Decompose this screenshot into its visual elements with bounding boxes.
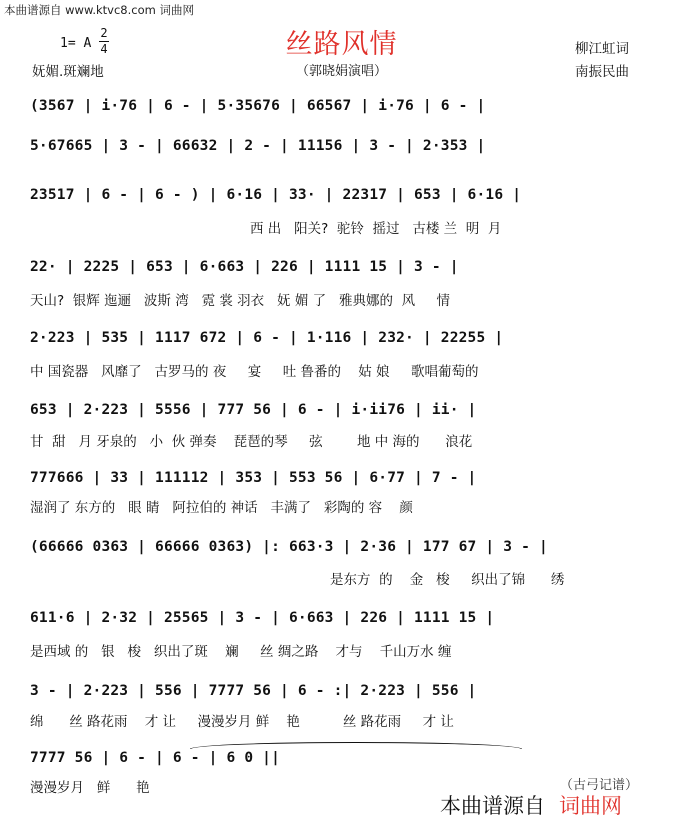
score-notes-line-7: 777666 | 33 | 111112 | 353 | 553 56 | 6·77 | 7 - | xyxy=(30,470,477,486)
lyrics-line-8: 是东方 的 金 梭 织出了锦 绣 xyxy=(330,572,565,588)
site-watermark-line: 本曲谱源自 www.ktvc8.com 词曲网 xyxy=(4,3,194,17)
score-notes-line-10: 3 - | 2·223 | 556 | 7777 56 | 6 - :| 2·223 | 556 | xyxy=(30,683,477,699)
lyrics-line-3: 西 出 阳关? 驼铃 摇过 古楼 兰 明 月 xyxy=(250,221,502,237)
lyrics-line-11: 漫漫岁月 鲜 艳 xyxy=(30,780,150,796)
lyrics-line-7: 湿润了 东方的 眼 睛 阿拉伯的 神话 丰满了 彩陶的 容 颜 xyxy=(30,500,413,516)
composer-credit: 南振民曲 xyxy=(575,64,629,80)
score-notes-line-3: 23517 | 6 - | 6 - ) | 6·16 | 33· | 22317 | 653 | 6·16 | xyxy=(30,187,522,203)
footer-watermark xyxy=(440,790,622,820)
score-notes-line-6: 653 | 2·223 | 5556 | 777 56 | 6 - | i·ii76 | ii· | xyxy=(30,402,477,418)
lyrics-line-5: 中 国瓷器 风靡了 古罗马的 夜 宴 吐 鲁番的 姑 娘 歌唱葡萄的 xyxy=(30,364,479,380)
transcriber-credit: （古弓记谱） xyxy=(560,778,639,793)
footer-site-text: 词曲网 xyxy=(559,794,622,818)
meter-bottom: 4 xyxy=(100,42,108,56)
tie-arc xyxy=(190,742,522,749)
song-title: 丝路风情 xyxy=(285,29,398,60)
singer-credit: （郭晓娟演唱） xyxy=(295,64,387,79)
lyrics-line-9: 是西域 的 银 梭 织出了斑 斓 丝 绸之路 才与 千山万水 缠 xyxy=(30,644,452,660)
meter-top: 2 xyxy=(100,26,108,40)
key-signature: 1= A xyxy=(60,36,92,51)
expression-marking: 妩媚.斑斓地 xyxy=(32,64,104,80)
score-notes-line-5: 2·223 | 535 | 1117 672 | 6 - | 1·116 | 232· | 22255 | xyxy=(30,330,504,346)
lyrics-line-10: 绵 丝 路花雨 才 让 漫漫岁月 鲜 艳 丝 路花雨 才 让 xyxy=(30,714,454,730)
score-notes-line-11: 7777 56 | 6 - | 6 - | 6 0 || xyxy=(30,750,281,766)
footer-source-text: 本曲谱源自 xyxy=(440,794,545,818)
score-notes-line-1: (3567 | i·76 | 6 - | 5·35676 | 66567 | i·76 | 6 - | xyxy=(30,98,486,114)
lyricist-credit: 柳江虹词 xyxy=(575,41,629,57)
lyrics-line-6: 甘 甜 月 牙泉的 小 伙 弹奏 琵琶的琴 弦 地 中 海的 浪花 xyxy=(30,434,473,450)
score-notes-line-4: 22· | 2225 | 653 | 6·663 | 226 | 1111 15 | 3 - | xyxy=(30,259,459,275)
score-notes-line-9: 611·6 | 2·32 | 25565 | 3 - | 6·663 | 226 | 1111 15 | xyxy=(30,610,495,626)
lyrics-line-4: 天山? 银辉 迤逦 波斯 湾 霓 裳 羽衣 妩 媚 了 雅典娜的 风 情 xyxy=(30,293,451,309)
score-notes-line-2: 5·67665 | 3 - | 66632 | 2 - | 11156 | 3 - | 2·353 | xyxy=(30,138,486,154)
score-notes-line-8: (66666 0363 | 66666 0363) |: 663·3 | 2·36 | 177 67 | 3 - | xyxy=(30,539,548,555)
time-signature xyxy=(99,27,109,56)
